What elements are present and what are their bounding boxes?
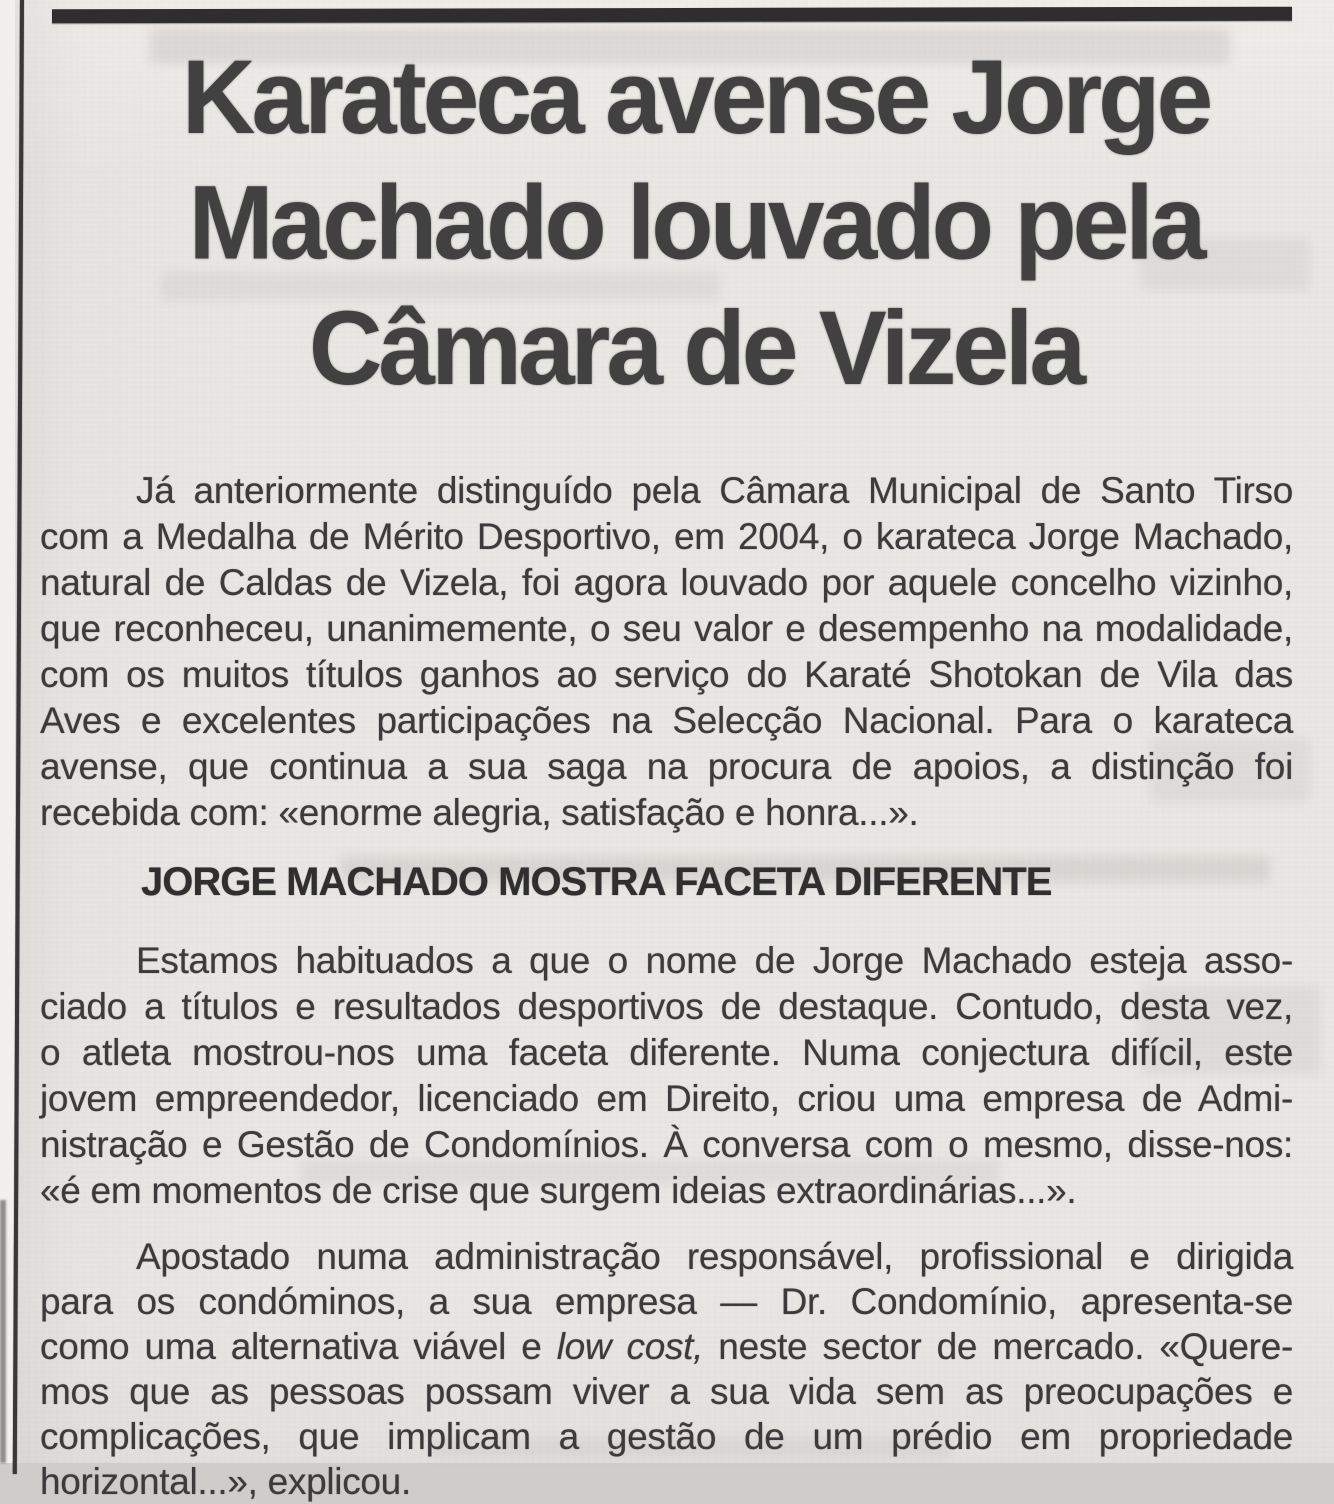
body-line: que reconheceu, unanimemente, o seu valor e desempenho na modalidade, [40, 608, 1293, 650]
body-line: recebida com: «enorme alegria, satisfação e honra...». [40, 792, 919, 834]
headline-line-2: Machado louvado pela [188, 163, 1203, 282]
body-line: mos que as pessoas possam viver a sua vida sem as preocupações e [40, 1370, 1293, 1412]
article-subheading: JORGE MACHADO MOSTRA FACETA DIFERENTE [141, 860, 1052, 905]
headline-line-3: Câmara de Vizela [308, 289, 1083, 407]
paragraph-2 [40, 938, 1293, 1214]
body-line: o atleta mostrou-nos uma faceta diferente. Numa conjectura difícil, este [40, 1031, 1293, 1073]
body-line: avense, que continua a sua saga na procura de apoios, a distinção foi [40, 746, 1293, 788]
body-line: horizontal...», explicou. [40, 1460, 411, 1502]
body-line: Aves e excelentes participações na Selecção Nacional. Para o karateca [40, 700, 1293, 742]
body-line: Estamos habituados a que o nome de Jorge Machado esteja asso- [136, 939, 1293, 981]
body-line: ciado a títulos e resultados desportivos de destaque. Contudo, desta vez, [40, 985, 1293, 1027]
headline-line-1: Karateca avense Jorge [181, 38, 1210, 156]
body-line: complicações, que implicam a gestão de um prédio em propriedade [40, 1415, 1293, 1457]
body-line: nistração e Gestão de Condomínios. À conversa com o mesmo, disse-nos: [40, 1123, 1293, 1165]
body-line: «é em momentos de crise que surgem ideias extraordinárias...». [40, 1169, 1077, 1211]
body-line-segment: como uma alternativa viável e [40, 1325, 557, 1367]
body-line-with-italic [40, 1324, 1293, 1369]
body-line: com os muitos títulos ganhos ao serviço do Karaté Shotokan de Vila das [40, 654, 1293, 696]
paragraph-3 [40, 1234, 1293, 1504]
body-line: para os condóminos, a sua empresa — Dr. Condomínio, apresenta-se [40, 1280, 1293, 1322]
body-line: jovem empreendedor, licenciado em Direito, criou uma empresa de Admi- [40, 1077, 1293, 1119]
body-line: Já anteriormente distinguído pela Câmara Municipal de Santo Tirso [136, 470, 1293, 512]
body-line: Apostado numa administração responsável, profissional e dirigida [136, 1235, 1293, 1277]
article-headline [40, 34, 1293, 411]
body-line-segment: neste sector de mercado. «Quere- [703, 1325, 1293, 1367]
body-line: com a Medalha de Mérito Desportivo, em 2004, o karateca Jorge Machado, [40, 516, 1293, 558]
paragraph-1 [40, 468, 1293, 836]
italic-phrase: low cost, [556, 1325, 704, 1367]
body-line: natural de Caldas de Vizela, foi agora louvado por aquele concelho vizinho, [40, 562, 1293, 604]
